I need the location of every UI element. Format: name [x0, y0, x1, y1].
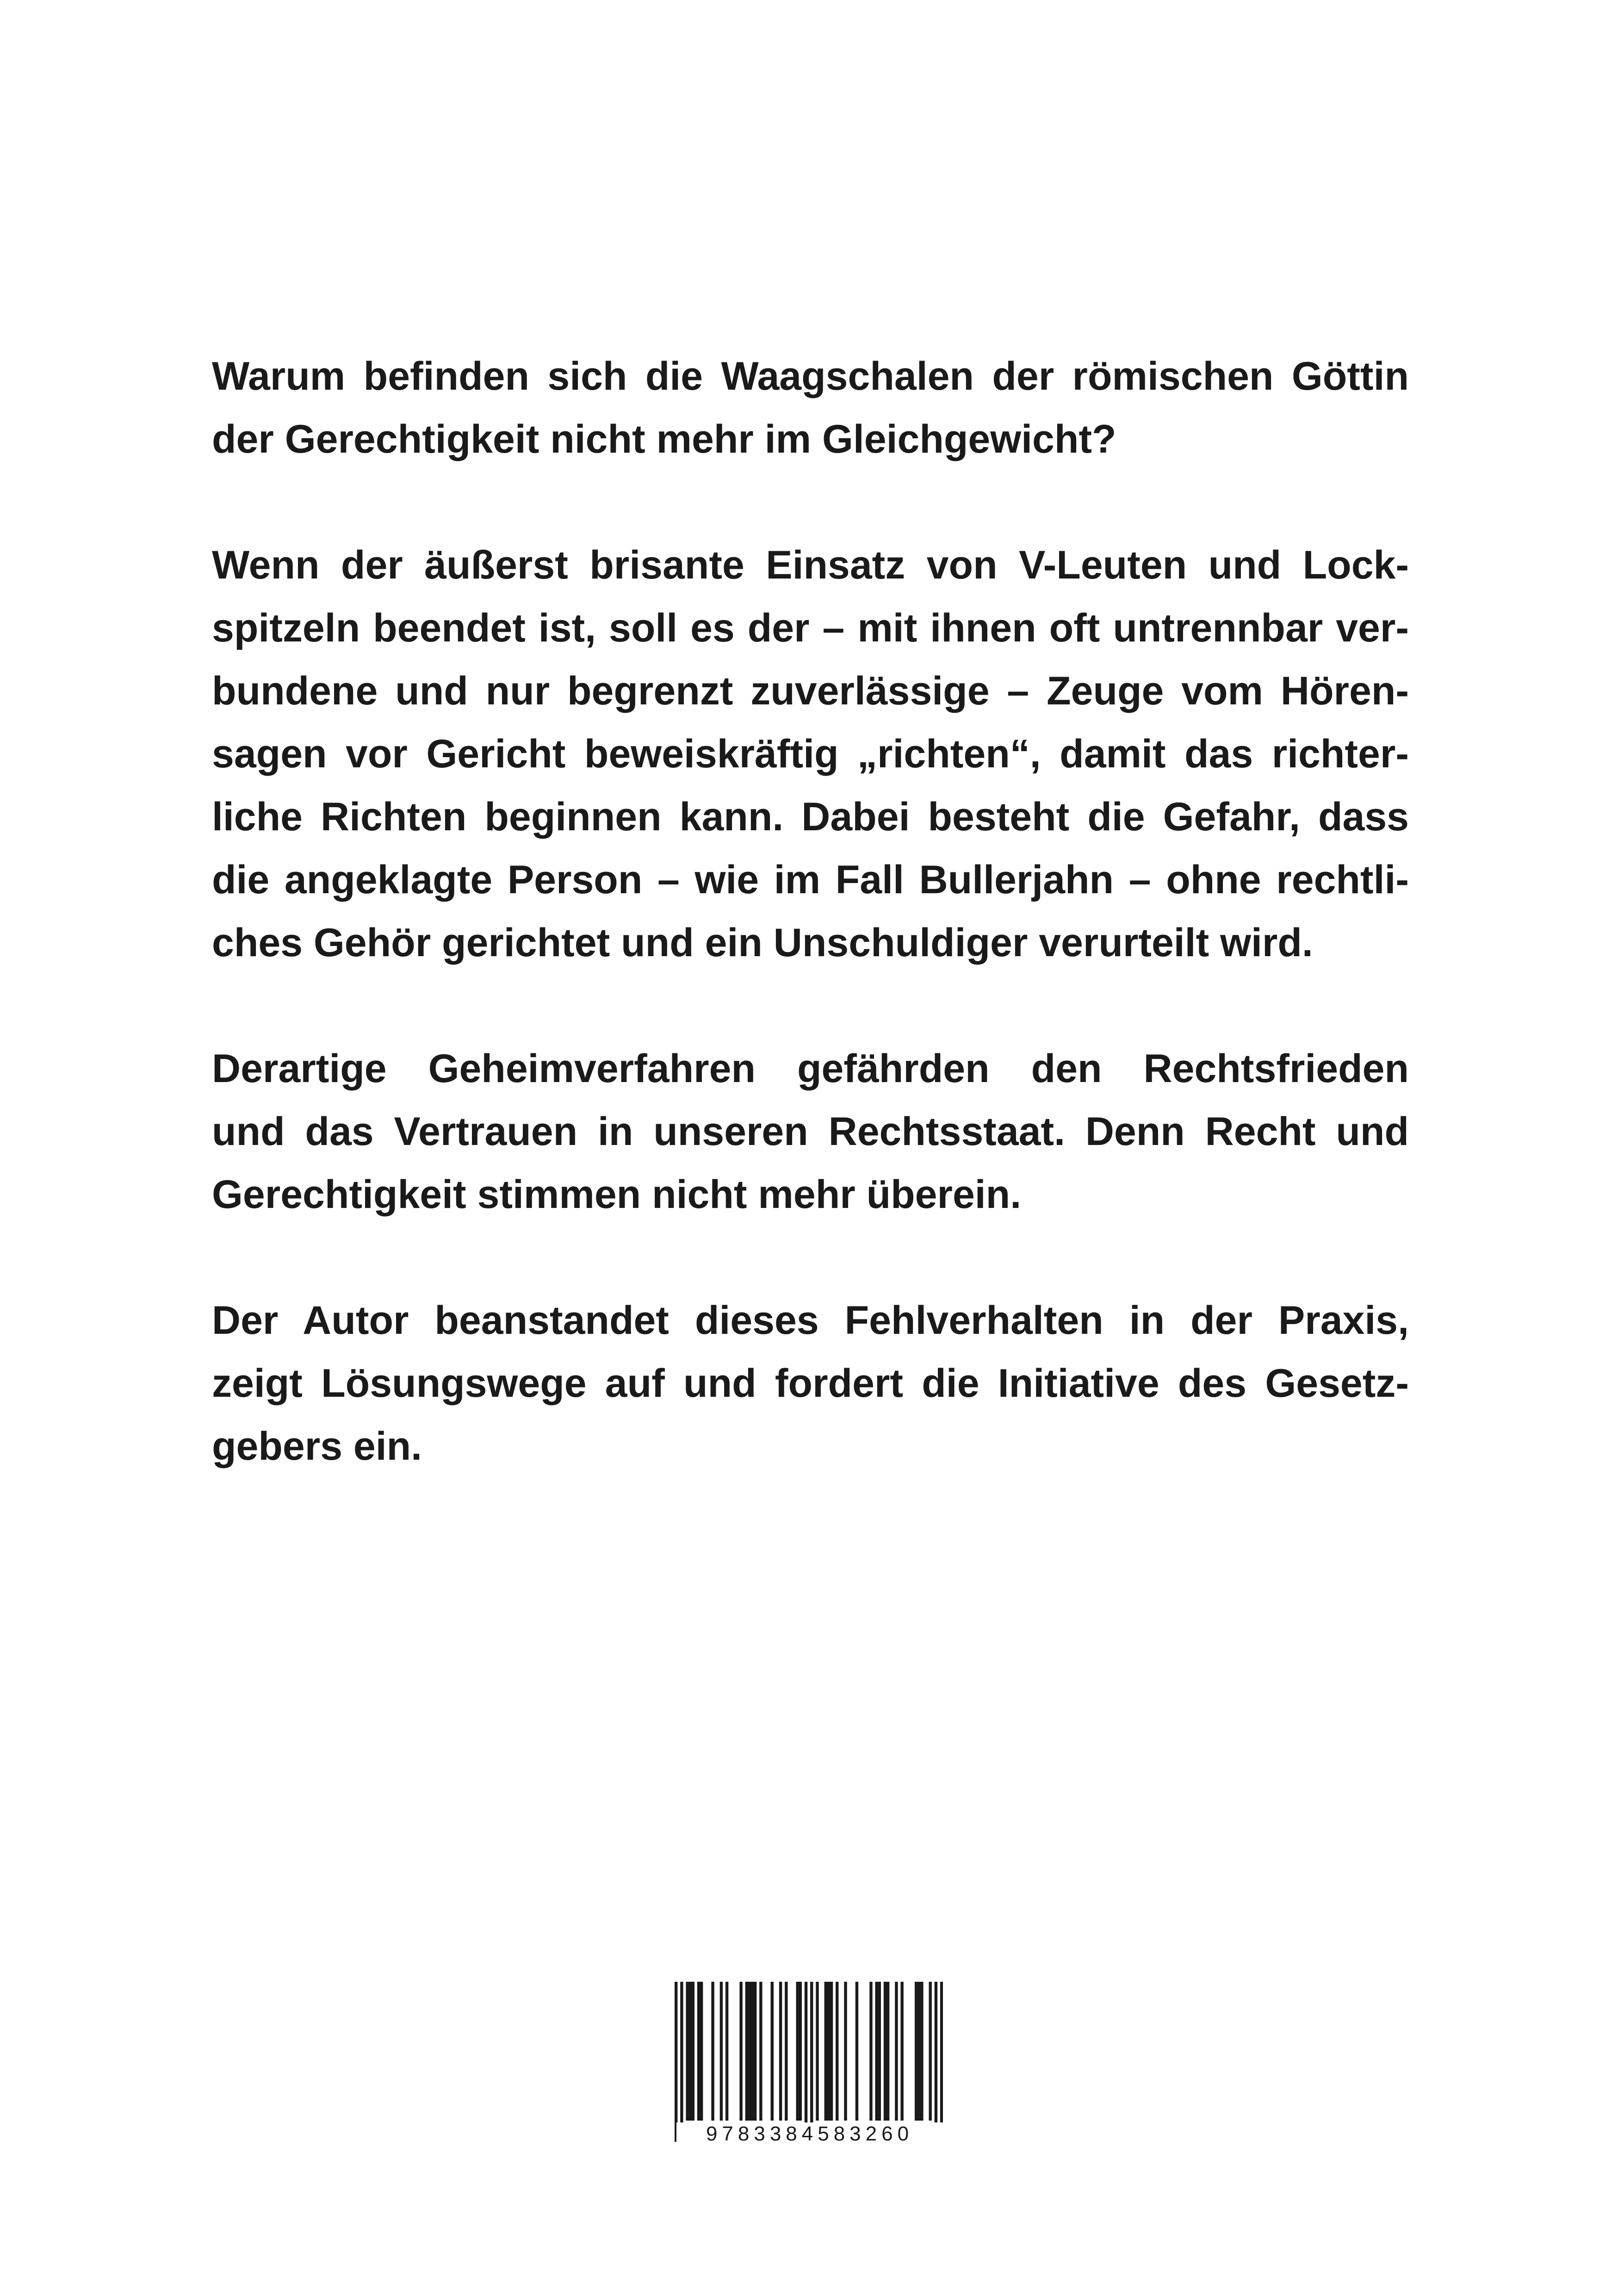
barcode-bar	[692, 1982, 694, 2121]
barcode-bar	[799, 1982, 802, 2121]
barcode-bar	[915, 1982, 917, 2121]
barcode-bar	[855, 1982, 858, 2121]
barcode-bar	[886, 1982, 889, 2121]
barcode-bar	[917, 1982, 920, 2121]
barcode-bar	[711, 1982, 714, 2121]
paragraph-line: Gerechtigkeit stimmen nicht mehr überein.	[212, 1172, 1022, 1217]
barcode-bar	[697, 1982, 700, 2121]
barcode-bar	[884, 1982, 886, 2121]
barcode-bar	[725, 1982, 728, 2121]
paragraph-line: ches Gehör gerichtet und ein Unschuldiger verurteilt wird.	[212, 921, 1313, 965]
barcode-bar	[689, 1982, 692, 2121]
barcode-guard-bar	[680, 1982, 683, 2142]
barcode-bar	[875, 1982, 878, 2121]
barcode-bar	[920, 1982, 923, 2121]
blurb-text	[212, 345, 1409, 1478]
barcode-bar	[759, 1982, 762, 2121]
paragraph-line: und das Vertrauen in unseren Rechtsstaat. Denn Recht und	[212, 1109, 1409, 1154]
paragraph-line: Derartige Geheimverfahren gefährden den Rechtsfrieden	[212, 1046, 1409, 1091]
isbn-barcode	[675, 1982, 943, 2142]
barcode-bar	[720, 1982, 723, 2121]
paragraph-line: Der Autor beanstandet dieses Fehlverhalten in der Praxis,	[212, 1298, 1409, 1343]
barcode-bar	[869, 1982, 872, 2121]
barcode-bar	[745, 1982, 748, 2121]
paragraph-line: Wenn der äußerst brisante Einsatz von V-Leuten und Lock-	[212, 543, 1409, 587]
barcode-bar	[700, 1982, 703, 2121]
paragraph-4	[212, 1289, 1409, 1478]
barcode-bar	[796, 1982, 799, 2121]
paragraph-3	[212, 1037, 1409, 1226]
barcode-bar	[827, 1982, 830, 2121]
barcode-bar	[779, 1982, 782, 2121]
barcode-bar	[844, 1982, 847, 2121]
barcode-bar	[785, 1982, 787, 2121]
barcode-bar	[739, 1982, 742, 2121]
barcode-bar	[816, 1982, 818, 2121]
barcode-bar	[929, 1982, 931, 2121]
paragraph-line: gebers ein.	[212, 1424, 422, 1468]
barcode-bar	[836, 1982, 838, 2121]
barcode-bars	[675, 1982, 943, 2142]
barcode-bar	[754, 1982, 756, 2121]
paragraph-line: der Gerechtigkeit nicht mehr im Gleichgewicht?	[212, 417, 1116, 461]
barcode-guard-bar	[805, 1982, 807, 2142]
barcode-guard-bar	[675, 1982, 677, 2142]
barcode-bar	[878, 1982, 881, 2121]
barcode-bar	[895, 1982, 898, 2121]
barcode-bar	[686, 1982, 688, 2121]
paragraph-line: Warum befinden sich die Waagschalen der römischen Göttin	[212, 354, 1409, 398]
barcode-bar	[748, 1982, 751, 2121]
paragraph-2	[212, 534, 1409, 974]
barcode-bar	[824, 1982, 827, 2121]
paragraph-line: die angeklagte Person – wie im Fall Bullerjahn – ohne rechtli-	[212, 858, 1409, 902]
barcode-bar	[751, 1982, 754, 2121]
paragraph-line: bundene und nur begrenzt zuverlässige – Zeuge vom Hören-	[212, 669, 1409, 713]
barcode-guard-bar	[810, 1982, 813, 2142]
paragraph-line: sagen vor Gericht beweiskräftig „richten“, damit das richter-	[212, 732, 1409, 776]
barcode-bar	[771, 1982, 774, 2121]
paragraph-line: zeigt Lösungswege auf und fordert die Initiative des Gesetz-	[212, 1361, 1409, 1406]
paragraph-line: spitzeln beendet ist, soll es der – mit ihnen oft untrennbar ver-	[212, 606, 1409, 650]
paragraph-line: liche Richten beginnen kann. Dabei besteht die Gefahr, dass	[212, 795, 1409, 839]
barcode-guard-bar	[935, 1982, 937, 2142]
isbn-number: 9783384583260	[676, 2122, 943, 2146]
barcode-guard-bar	[940, 1982, 943, 2142]
barcode-bar	[900, 1982, 903, 2121]
barcode-bar	[830, 1982, 833, 2121]
paragraph-1	[212, 345, 1409, 471]
